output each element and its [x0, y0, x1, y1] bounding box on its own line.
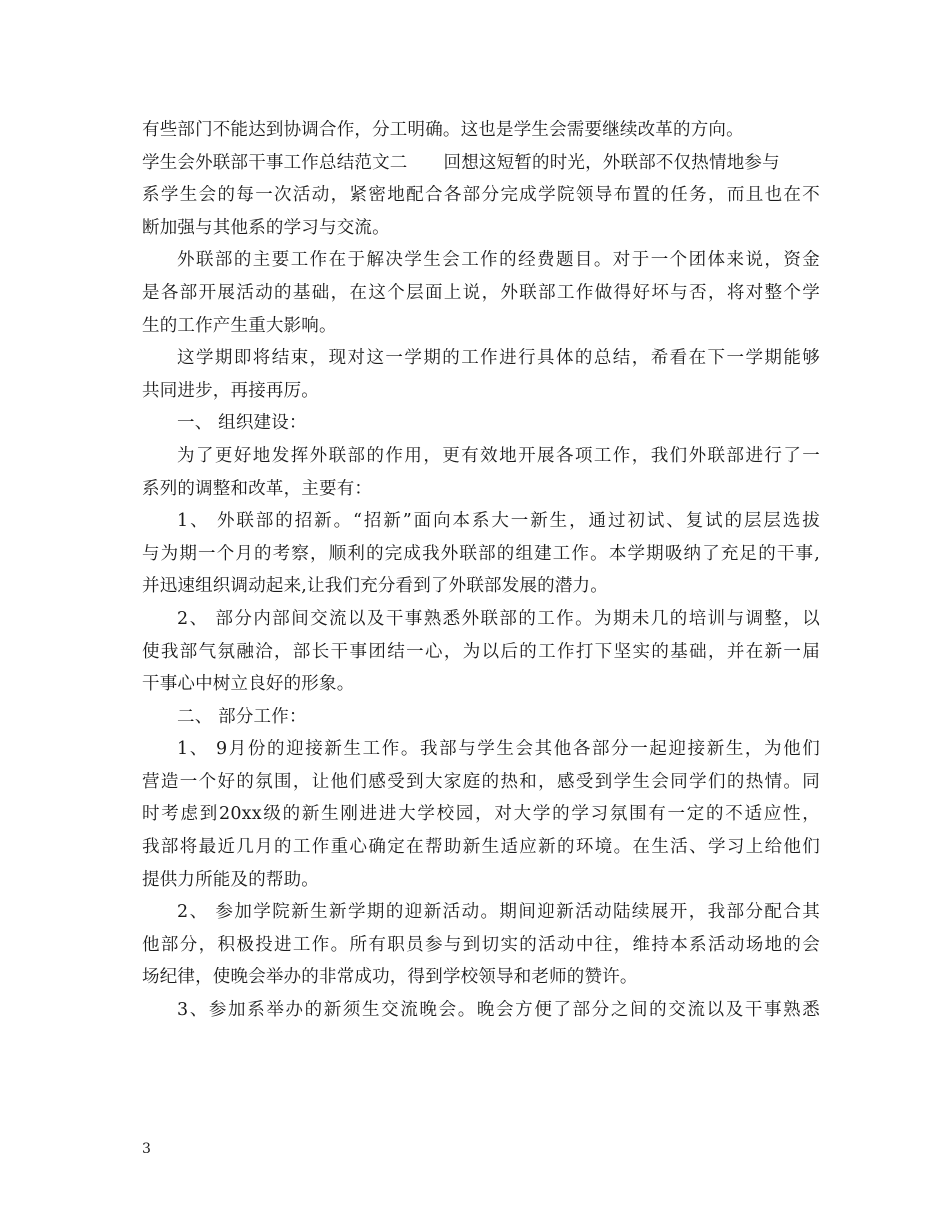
text-line: 1、 9月份的迎接新生工作。我部与学生会其他各部分一起迎接新生，为他们 [177, 739, 820, 760]
page-number: 3 [142, 1141, 151, 1157]
text-line: 时考虑到20xx级的新生刚进进大学校园，对大学的学习氛围有一定的不适应性， [142, 804, 820, 825]
text-line [142, 147, 820, 180]
text-line: 系列的调整和改革，主要有： [142, 478, 373, 499]
text-line: 系学生会的每一次活动，紧密地配合各部分完成学院领导布置的任务，而且也在不 [142, 185, 820, 206]
text-line: 二、 部分工作： [177, 706, 307, 727]
text-run: 回想这短暂的时光，外联部不仅热情地参与 [443, 152, 780, 173]
text-line: 是各部开展活动的基础，在这个层面上说，外联部工作做得好坏与否，将对整个学 [142, 282, 820, 303]
text-line: 这学期即将结束，现对这一学期的工作进行具体的总结，希看在下一学期能够 [177, 348, 820, 369]
text-line: 共同进步，再接再厉。 [142, 380, 319, 401]
text-line: 3、参加系举办的新须生交流晚会。晚会方便了部分之间的交流以及干事熟悉 [177, 1000, 820, 1021]
text-line: 提供力所能及的帮助。 [142, 869, 319, 890]
text-line: 2、 部分内部间交流以及干事熟悉外联部的工作。为期未几的培训与调整，以 [177, 608, 820, 629]
text-line: 断加强与其他系的学习与交流。 [142, 217, 390, 238]
text-line: 2、 参加学院新生新学期的迎新活动。期间迎新活动陆续展开，我部分配合其 [177, 902, 820, 923]
text-line: 一、 组织建设： [177, 413, 307, 434]
text-line: 1、 外联部的招新。“招新”面向本系大一新生，通过初试、复试的层层选拔 [177, 511, 820, 532]
body-text [142, 114, 820, 1027]
text-line: 与为期一个月的考察，顺利的完成我外联部的组建工作。本学期吸纳了充足的干事, [142, 543, 820, 564]
text-line: 他部分，积极投进工作。所有职员参与到切实的活动中往，维持本系活动场地的会 [142, 934, 820, 955]
text-line: 我部将最近几月的工作重心确定在帮助新生适应新的环境。在生活、学习上给他们 [142, 837, 820, 858]
text-line: 场纪律，使晚会举办的非常成功，得到学校领导和老师的赞许。 [142, 967, 638, 988]
text-line: 使我部气氛融洽，部长干事团结一心，为以后的工作打下坚实的基础，并在新一届 [142, 641, 820, 662]
text-line: 外联部的主要工作在于解决学生会工作的经费题目。对于一个团体来说，资金 [177, 250, 820, 271]
text-line: 干事心中树立良好的形象。 [142, 674, 355, 695]
text-line: 营造一个好的氛围，让他们感受到大家庭的热和，感受到学生会同学们的热情。同 [142, 771, 820, 792]
text-line: 为了更好地发挥外联部的作用，更有效地开展各项工作，我们外联部进行了一 [177, 445, 820, 466]
text-line: 有些部门不能达到协调合作，分工明确。这也是学生会需要继续改革的方向。 [142, 120, 744, 140]
text-line: 生的工作产生重大影响。 [142, 315, 337, 336]
section-title: 学生会外联部干事工作总结范文二 [142, 152, 408, 173]
text-line: 并迅速组织调动起来,让我们充分看到了外联部发展的潜力。 [142, 576, 608, 597]
